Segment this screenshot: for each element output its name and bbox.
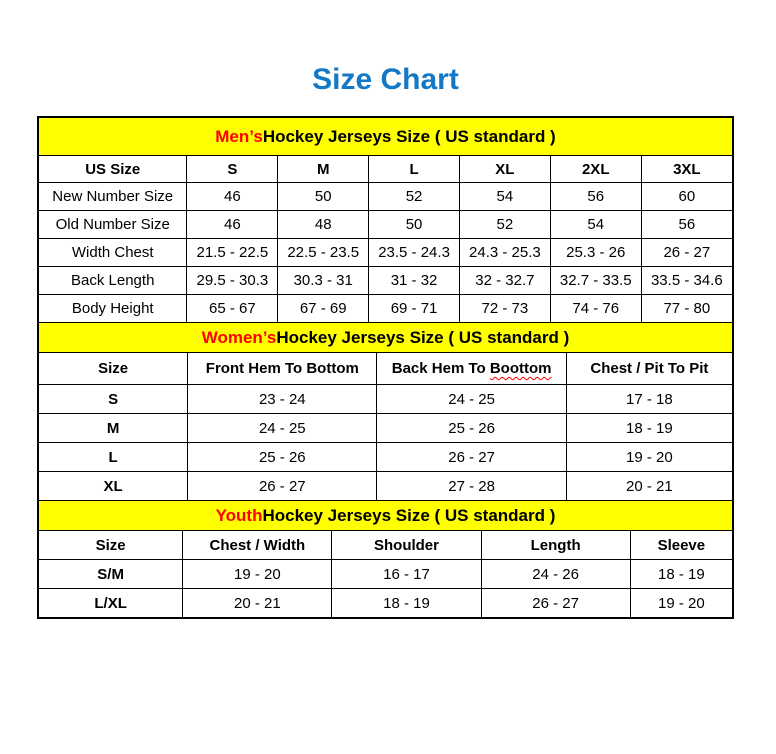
- data-cell: 19 - 20: [566, 443, 732, 472]
- table-row: [39, 295, 732, 323]
- data-cell: 56: [641, 211, 732, 239]
- table-row: [39, 560, 732, 589]
- data-cell: 29.5 - 30.3: [187, 267, 278, 295]
- data-cell: 26 - 27: [188, 472, 377, 501]
- table-row: [39, 239, 732, 267]
- womens-table-title-accent: Women’s: [201, 327, 277, 347]
- table-row: [39, 443, 732, 472]
- data-cell: 20 - 21: [183, 589, 332, 618]
- data-cell: 65 - 67: [187, 295, 278, 323]
- data-cell: 46: [187, 211, 278, 239]
- table-row: [39, 472, 732, 501]
- row-label: Back Length: [39, 267, 187, 295]
- data-cell: 24 - 26: [481, 560, 630, 589]
- data-cell: 16 - 17: [332, 560, 481, 589]
- table-row: [39, 414, 732, 443]
- data-cell: 25 - 26: [377, 414, 566, 443]
- data-cell: 26 - 27: [377, 443, 566, 472]
- data-cell: 72 - 73: [459, 295, 550, 323]
- column-header: XL: [459, 156, 550, 183]
- womens-size-table: [39, 353, 732, 501]
- data-cell: 18 - 19: [630, 560, 732, 589]
- data-cell: 30.3 - 31: [278, 267, 369, 295]
- size-chart-page: [0, 62, 776, 754]
- column-header: Chest / Pit To Pit: [566, 353, 732, 385]
- data-cell: 17 - 18: [566, 385, 732, 414]
- mens-table-title-band: [39, 118, 732, 156]
- data-cell: 19 - 20: [630, 589, 732, 618]
- data-cell: 32.7 - 33.5: [550, 267, 641, 295]
- data-cell: 32 - 32.7: [459, 267, 550, 295]
- data-cell: 50: [278, 183, 369, 211]
- data-cell: 19 - 20: [183, 560, 332, 589]
- data-cell: 21.5 - 22.5: [187, 239, 278, 267]
- data-cell: 26 - 27: [481, 589, 630, 618]
- youth-table-title-band: [39, 501, 732, 531]
- data-cell: 67 - 69: [278, 295, 369, 323]
- data-cell: 33.5 - 34.6: [641, 267, 732, 295]
- table-row: [39, 589, 732, 618]
- row-label: M: [39, 414, 188, 443]
- data-cell: 25 - 26: [188, 443, 377, 472]
- youth-size-section: [39, 501, 732, 617]
- table-row: [39, 183, 732, 211]
- youth-table-title-accent: Youth: [215, 505, 263, 525]
- womens-table-title-rest: Hockey Jerseys Size ( US standard ): [276, 327, 570, 347]
- row-label: Body Height: [39, 295, 187, 323]
- row-label: S/M: [39, 560, 183, 589]
- size-tables: [37, 116, 734, 619]
- data-cell: 48: [278, 211, 369, 239]
- column-header: Back Hem To Boottom: [377, 353, 566, 385]
- womens-table-title-band: [39, 323, 732, 353]
- header-row: [39, 353, 732, 385]
- data-cell: 77 - 80: [641, 295, 732, 323]
- youth-table-title-rest: Hockey Jerseys Size ( US standard ): [262, 505, 556, 525]
- row-label: New Number Size: [39, 183, 187, 211]
- youth-size-table: [39, 531, 732, 617]
- column-header: Front Hem To Bottom: [188, 353, 377, 385]
- data-cell: 52: [459, 211, 550, 239]
- misspelled-word: Boottom: [489, 360, 552, 377]
- mens-size-table: [39, 156, 732, 323]
- data-cell: 22.5 - 23.5: [278, 239, 369, 267]
- data-cell: 54: [459, 183, 550, 211]
- womens-size-section: [39, 323, 732, 501]
- data-cell: 25.3 - 26: [550, 239, 641, 267]
- data-cell: 74 - 76: [550, 295, 641, 323]
- row-label: S: [39, 385, 188, 414]
- data-cell: 26 - 27: [641, 239, 732, 267]
- mens-size-section: [39, 118, 732, 323]
- page-title: Size Chart: [312, 63, 459, 96]
- size-chart-content: [37, 62, 734, 619]
- data-cell: 60: [641, 183, 732, 211]
- table-row: [39, 267, 732, 295]
- table-row: [39, 385, 732, 414]
- data-cell: 69 - 71: [369, 295, 460, 323]
- column-header: 2XL: [550, 156, 641, 183]
- mens-table-title-rest: Hockey Jerseys Size ( US standard ): [262, 126, 556, 146]
- data-cell: 46: [187, 183, 278, 211]
- data-cell: 20 - 21: [566, 472, 732, 501]
- column-header: Size: [39, 531, 183, 560]
- header-row: [39, 156, 732, 183]
- row-label: Old Number Size: [39, 211, 187, 239]
- data-cell: 54: [550, 211, 641, 239]
- data-cell: 23 - 24: [188, 385, 377, 414]
- data-cell: 52: [369, 183, 460, 211]
- column-header: M: [278, 156, 369, 183]
- data-cell: 18 - 19: [332, 589, 481, 618]
- data-cell: 31 - 32: [369, 267, 460, 295]
- data-cell: 24.3 - 25.3: [459, 239, 550, 267]
- data-cell: 24 - 25: [188, 414, 377, 443]
- data-cell: 18 - 19: [566, 414, 732, 443]
- column-header: 3XL: [641, 156, 732, 183]
- row-label: Width Chest: [39, 239, 187, 267]
- column-header: L: [369, 156, 460, 183]
- column-header: US Size: [39, 156, 187, 183]
- data-cell: 50: [369, 211, 460, 239]
- row-label: L/XL: [39, 589, 183, 618]
- data-cell: 56: [550, 183, 641, 211]
- header-row: [39, 531, 732, 560]
- row-label: XL: [39, 472, 188, 501]
- column-header: Sleeve: [630, 531, 732, 560]
- data-cell: 24 - 25: [377, 385, 566, 414]
- row-label: L: [39, 443, 188, 472]
- column-header: S: [187, 156, 278, 183]
- column-header: Shoulder: [332, 531, 481, 560]
- mens-table-title-accent: Men’s: [215, 126, 263, 146]
- column-header: Length: [481, 531, 630, 560]
- column-header: Chest / Width: [183, 531, 332, 560]
- data-cell: 23.5 - 24.3: [369, 239, 460, 267]
- table-row: [39, 211, 732, 239]
- data-cell: 27 - 28: [377, 472, 566, 501]
- column-header: Size: [39, 353, 188, 385]
